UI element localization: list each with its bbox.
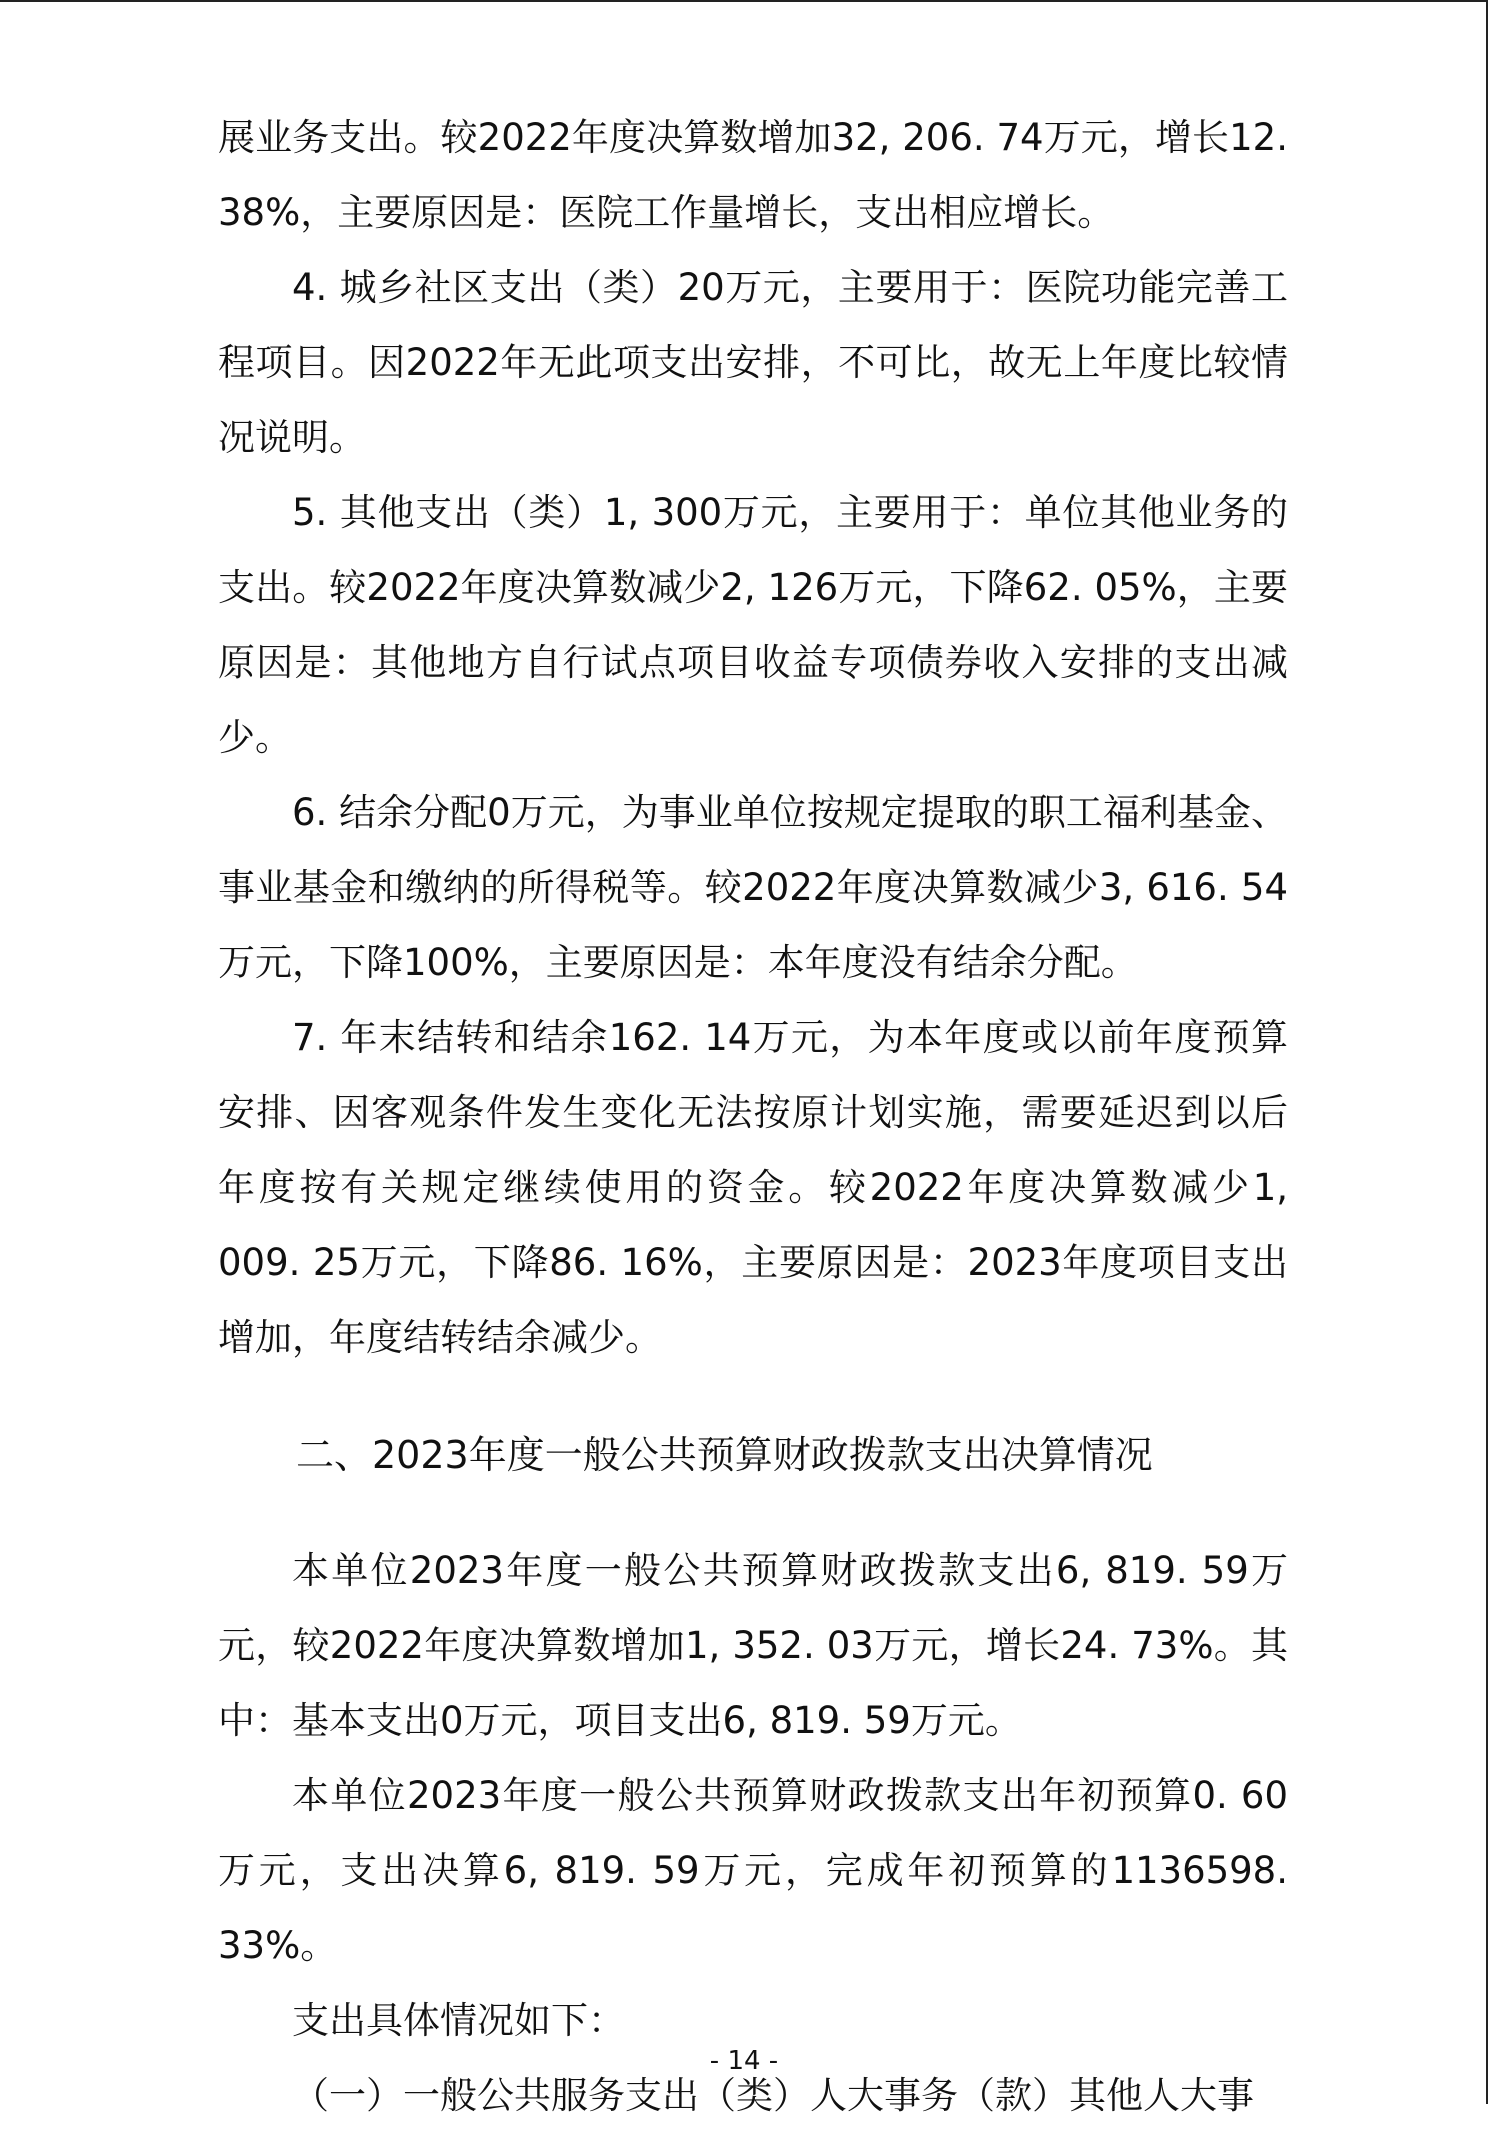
paragraph-urban-rural-community-expense: 4. 城乡社区支出（类）20万元，主要用于：医院功能完善工程项目。因2022年无此项支出安排，不可比，故无上年度比较情况说明。 xyxy=(218,266,1288,459)
section-heading: 二、2023年度一般公共预算财政拨款支出决算情况 xyxy=(296,1433,1153,1477)
paragraph-initial-budget: 本单位2023年度一般公共预算财政拨款支出年初预算0. 60万元，支出决算6, 819. 59万元，完成年初预算的1136598. 33%。 xyxy=(218,1774,1288,1967)
page-body xyxy=(218,100,1288,2133)
paragraph-other-expense: 5. 其他支出（类）1, 300万元，主要用于：单位其他业务的支出。较2022年度决算数减少2, 126万元，下降62. 05%，主要原因是：其他地方自行试点项目收益专项债券收入安排的支出减少。 xyxy=(218,491,1288,759)
paragraph-general-budget-total: 本单位2023年度一般公共预算财政拨款支出6, 819. 59万元，较2022年度决算数增加1, 352. 03万元，增长24. 73%。其中：基本支出0万元，项目支出6, 819. 59万元。 xyxy=(218,1549,1288,1742)
paragraph-details-intro: 支出具体情况如下： xyxy=(292,1999,625,2042)
paragraph-year-end-carryover: 7. 年末结转和结余162. 14万元，为本年度或以前年度预算安排、因客观条件发生变化无法按原计划实施，需要延迟到以后年度按有关规定继续使用的资金。较2022年度决算数减少1, 009. 25万元，下降86. 16%，主要原因是：2023年度项目支出增加，年度结转结余减少。 xyxy=(218,1016,1288,1359)
paragraph-surplus-distribution: 6. 结余分配0万元，为事业单位按规定提取的职工福利基金、事业基金和缴纳的所得税等。较2022年度决算数减少3, 616. 54万元，下降100%，主要原因是：本年度没有结余分配。 xyxy=(218,791,1288,984)
paragraph-general-public-services: （一）一般公共服务支出（类）人大事务（款）其他人大事 xyxy=(292,2074,1254,2117)
paragraph-business-expense-continuation: 展业务支出。较2022年度决算数增加32, 206. 74万元，增长12. 38%，主要原因是：医院工作量增长，支出相应增长。 xyxy=(218,116,1288,234)
page-number: - 14 - xyxy=(709,2046,779,2076)
top-border-line xyxy=(0,0,1488,2)
